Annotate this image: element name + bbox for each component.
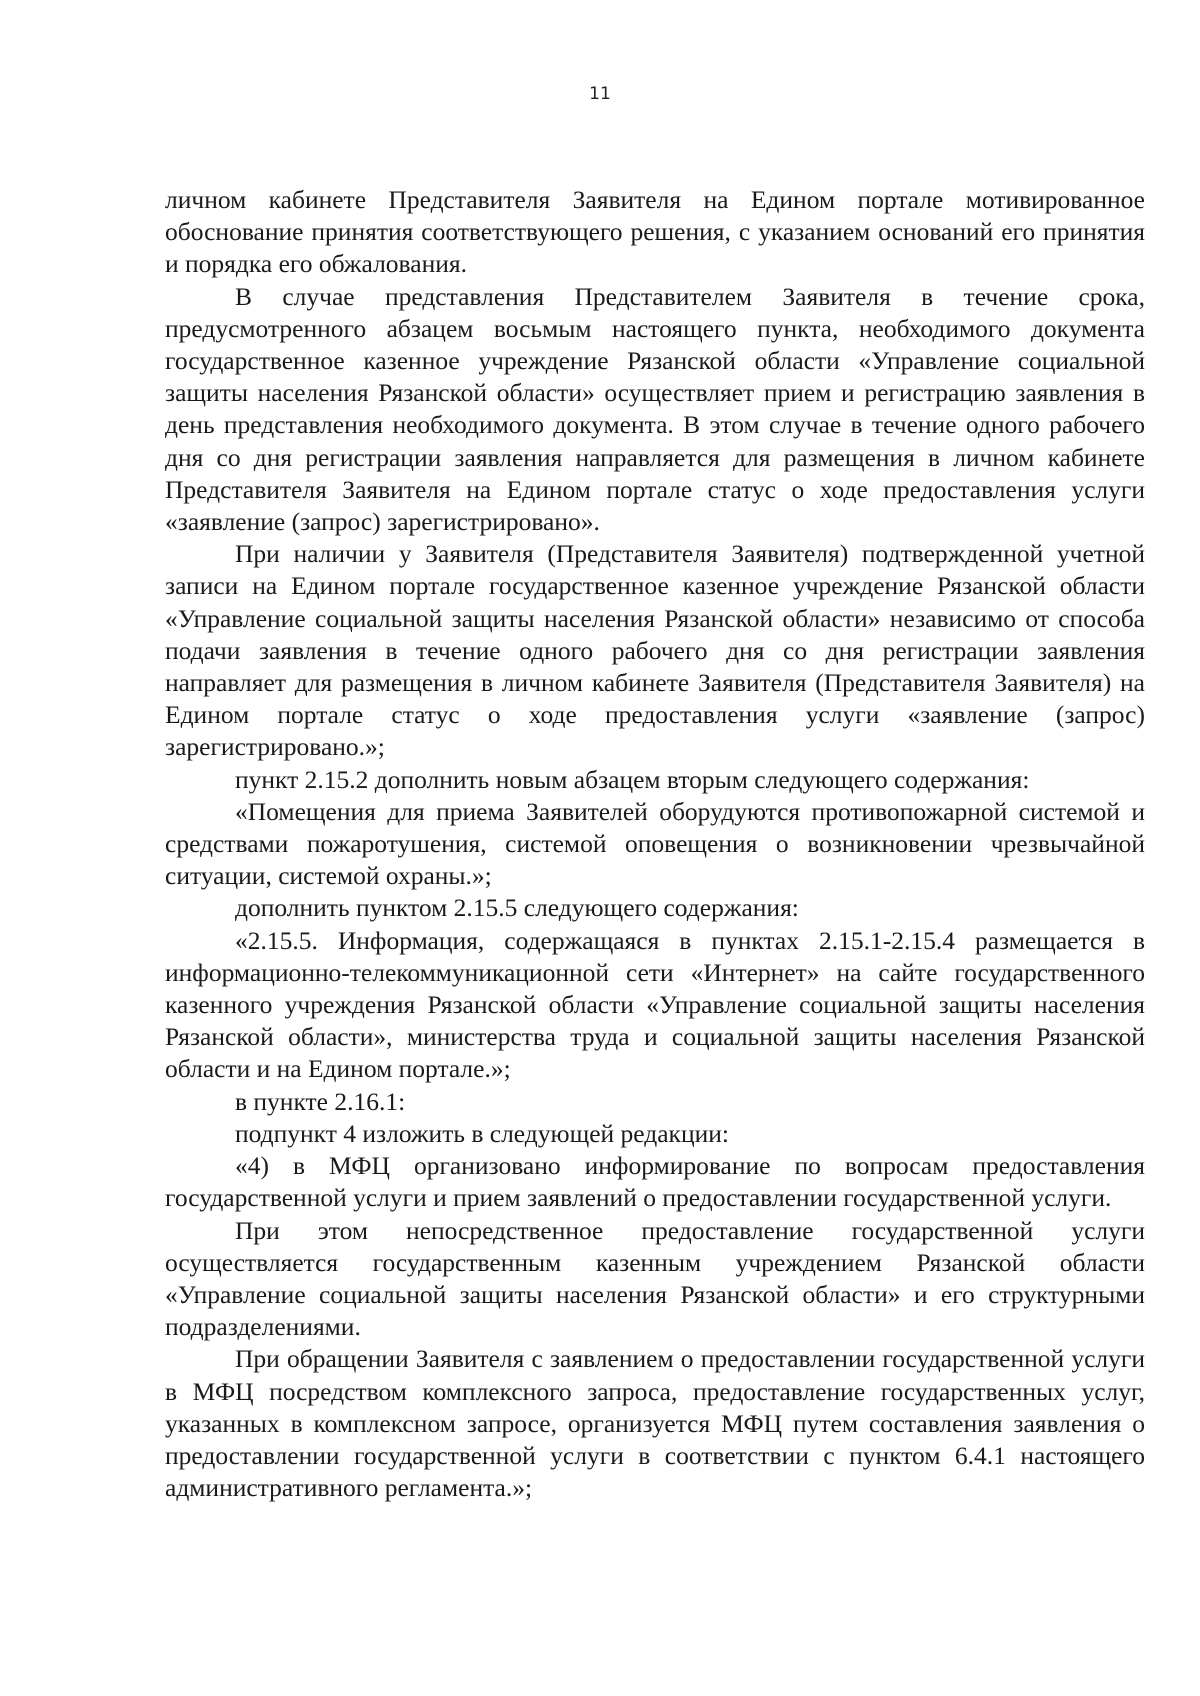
paragraph: При обращении Заявителя с заявлением о предоставлении государственной услуги в МФЦ посредством комплексного запроса, предоставление государственных услуг, указанных в комплексном запросе, организуется МФЦ путем составления заявления о предоставлении государственной услуги в соответствии с пунктом 6.4.1 настоящего административного регламента.»; (165, 1344, 1145, 1503)
paragraph: «Помещения для приема Заявителей оборудуются противопожарной системой и средствами пожаротушения, системой оповещения о возникновении чрезвычайной ситуации, системой охраны.»; (165, 796, 1145, 891)
page-number: 11 (589, 84, 611, 104)
paragraph: «2.15.5. Информация, содержащаяся в пунктах 2.15.1-2.15.4 размещается в информационно-телекоммуникационной сети «Интернет» на сайте государственного казенного учреждения Рязанской области «Управление социальной защиты населения Рязанской области», министерства труда и социальной защиты населения Рязанской области и на Едином портале.»; (165, 925, 1145, 1084)
paragraph: «4) в МФЦ организовано информирование по вопросам предоставления государственной услуги и прием заявлений о предоставлении государственной услуги. (165, 1151, 1145, 1213)
paragraph: подпункт 4 изложить в следующей редакции: (235, 1118, 729, 1148)
paragraph: личном кабинете Представителя Заявителя на Едином портале мотивированное обоснование принятия соответствующего решения, с указанием оснований его принятия и порядка его обжалования. (165, 185, 1145, 279)
document-body (165, 184, 1145, 1504)
paragraph: в пункте 2.16.1: (235, 1086, 406, 1116)
paragraph: дополнить пунктом 2.15.5 следующего содержания: (235, 893, 799, 923)
paragraph: пункт 2.15.2 дополнить новым абзацем вторым следующего содержания: (235, 764, 1030, 794)
paragraph: При этом непосредственное предоставление государственной услуги осуществляется государственным казенным учреждением Рязанской области «Управление социальной защиты населения Рязанской области» и его структурными подразделениями. (165, 1215, 1145, 1342)
paragraph: В случае представления Представителем Заявителя в течение срока, предусмотренного абзацем восьмым настоящего пункта, необходимого документа государственное казенное учреждение Рязанской области «Управление социальной защиты населения Рязанской области» осуществляет прием и регистрацию заявления в день представления необходимого документа. В этом случае в течение одного рабочего дня со дня регистрации заявления направляется для размещения в личном кабинете Представителя Заявителя на Едином портале статус о ходе предоставления услуги «заявление (запрос) зарегистрировано». (165, 281, 1145, 537)
paragraph: При наличии у Заявителя (Представителя Заявителя) подтвержденной учетной записи на Едином портале государственное казенное учреждение Рязанской области «Управление социальной защиты населения Рязанской области» независимо от способа подачи заявления в течение одного рабочего дня со дня регистрации заявления направляет для размещения в личном кабинете Заявителя (Представителя Заявителя) на Едином портале статус о ходе предоставления услуги «заявление (запрос) зарегистрировано.»; (165, 539, 1145, 762)
